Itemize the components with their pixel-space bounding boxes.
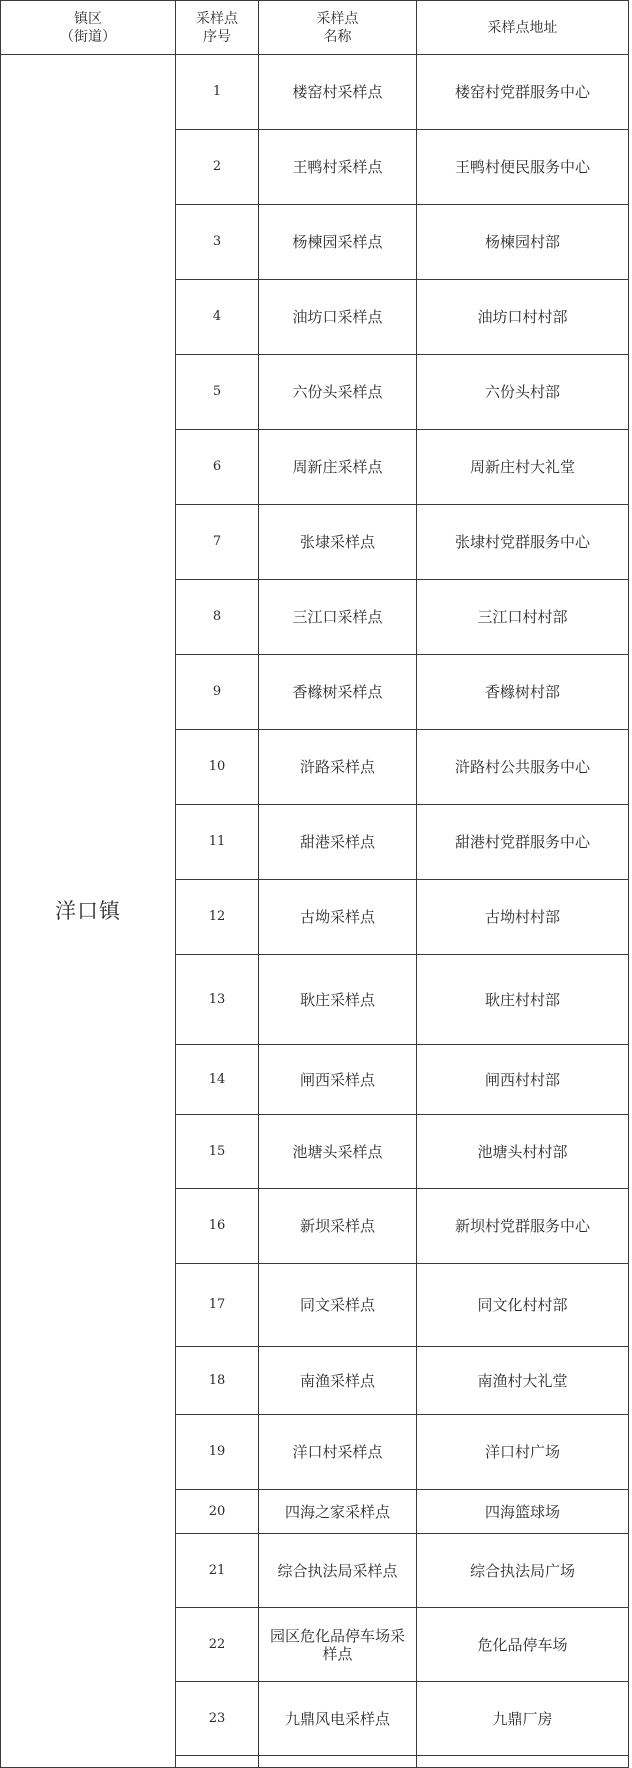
row-name: 洋口村采样点: [259, 1415, 417, 1490]
row-seq: 21: [176, 1534, 259, 1608]
row-address: 浒路村公共服务中心: [417, 730, 629, 805]
row-address: 洋口村广场: [417, 1415, 629, 1490]
row-name: 池塘头采样点: [259, 1115, 417, 1189]
row-name: 甜港采样点: [259, 805, 417, 880]
row-seq: 19: [176, 1415, 259, 1490]
row-name: 四海之家采样点: [259, 1490, 417, 1534]
header-town-line-2: （街道）: [60, 28, 116, 45]
header-seq: [176, 1, 259, 55]
table-header-row: [1, 1, 629, 55]
row-address: 六份头村部: [417, 355, 629, 430]
table-row: [1, 55, 629, 130]
header-town-line-1: 镇区: [74, 10, 102, 27]
row-name: 园区危化品停车场采样点: [259, 1608, 417, 1682]
header-seq-line-2: 序号: [203, 28, 231, 45]
row-name: 同文采样点: [259, 1264, 417, 1347]
row-address: 甜港村党群服务中心: [417, 805, 629, 880]
header-seq-line-1: 采样点: [196, 10, 238, 27]
row-seq: 10: [176, 730, 259, 805]
row-name: 六份头采样点: [259, 355, 417, 430]
row-address: 新坝村党群服务中心: [417, 1189, 629, 1264]
row-seq: 16: [176, 1189, 259, 1264]
row-address: 九鼎厂房: [417, 1682, 629, 1756]
header-address: [417, 1, 629, 55]
row-name: 三江口采样点: [259, 580, 417, 655]
row-seq: 8: [176, 580, 259, 655]
row-name: 闸西采样点: [259, 1045, 417, 1115]
header-address-line-1: 采样点地址: [487, 19, 558, 36]
row-address: 王鸭村便民服务中心: [417, 130, 629, 205]
row-seq: 17: [176, 1264, 259, 1347]
row-seq: 14: [176, 1045, 259, 1115]
row-address: 杨楝园村部: [417, 205, 629, 280]
row-seq: 5: [176, 355, 259, 430]
row-seq: 23: [176, 1682, 259, 1756]
row-seq: 6: [176, 430, 259, 505]
row-name: 楼窑村采样点: [259, 55, 417, 130]
row-name: 九鼎风电采样点: [259, 1682, 417, 1756]
row-seq: 7: [176, 505, 259, 580]
row-address: 张埭村党群服务中心: [417, 505, 629, 580]
row-name: 耿庄采样点: [259, 955, 417, 1045]
row-seq: 13: [176, 955, 259, 1045]
row-name: 综合执法局采样点: [259, 1534, 417, 1608]
row-address: 综合执法局广场: [417, 1534, 629, 1608]
row-seq: 11: [176, 805, 259, 880]
row-name: 杨楝园采样点: [259, 205, 417, 280]
row-address: 楼窑村党群服务中心: [417, 55, 629, 130]
row-seq: 3: [176, 205, 259, 280]
row-seq: 20: [176, 1490, 259, 1534]
row-name: 油坊口采样点: [259, 280, 417, 355]
row-name-empty: [259, 1756, 417, 1768]
header-town: [1, 1, 176, 55]
row-seq: 22: [176, 1608, 259, 1682]
row-name: 周新庄采样点: [259, 430, 417, 505]
row-address: 南渔村大礼堂: [417, 1347, 629, 1415]
row-seq: 18: [176, 1347, 259, 1415]
row-name: 南渔采样点: [259, 1347, 417, 1415]
row-seq: 2: [176, 130, 259, 205]
row-seq: 15: [176, 1115, 259, 1189]
row-address-empty: [417, 1756, 629, 1768]
row-address: 危化品停车场: [417, 1608, 629, 1682]
row-address: 同文化村村部: [417, 1264, 629, 1347]
row-name: 香橼树采样点: [259, 655, 417, 730]
row-name: 浒路采样点: [259, 730, 417, 805]
row-seq: 9: [176, 655, 259, 730]
header-name-line-1: 采样点: [316, 10, 359, 27]
row-name: 古坳采样点: [259, 880, 417, 955]
row-seq: 1: [176, 55, 259, 130]
row-name: 张埭采样点: [259, 505, 417, 580]
row-address: 四海篮球场: [417, 1490, 629, 1534]
town-cell: 洋口镇: [1, 55, 176, 1768]
row-address: 闸西村村部: [417, 1045, 629, 1115]
row-address: 耿庄村村部: [417, 955, 629, 1045]
header-name-line-2: 名称: [323, 28, 352, 45]
row-address: 古坳村村部: [417, 880, 629, 955]
row-address: 油坊口村村部: [417, 280, 629, 355]
row-address: 三江口村村部: [417, 580, 629, 655]
row-seq: 4: [176, 280, 259, 355]
row-seq-empty: [176, 1756, 259, 1768]
row-address: 池塘头村村部: [417, 1115, 629, 1189]
header-name: [259, 1, 417, 55]
row-seq: 12: [176, 880, 259, 955]
row-name: 新坝采样点: [259, 1189, 417, 1264]
row-address: 周新庄村大礼堂: [417, 430, 629, 505]
row-name: 王鸭村采样点: [259, 130, 417, 205]
row-address: 香橼树村部: [417, 655, 629, 730]
